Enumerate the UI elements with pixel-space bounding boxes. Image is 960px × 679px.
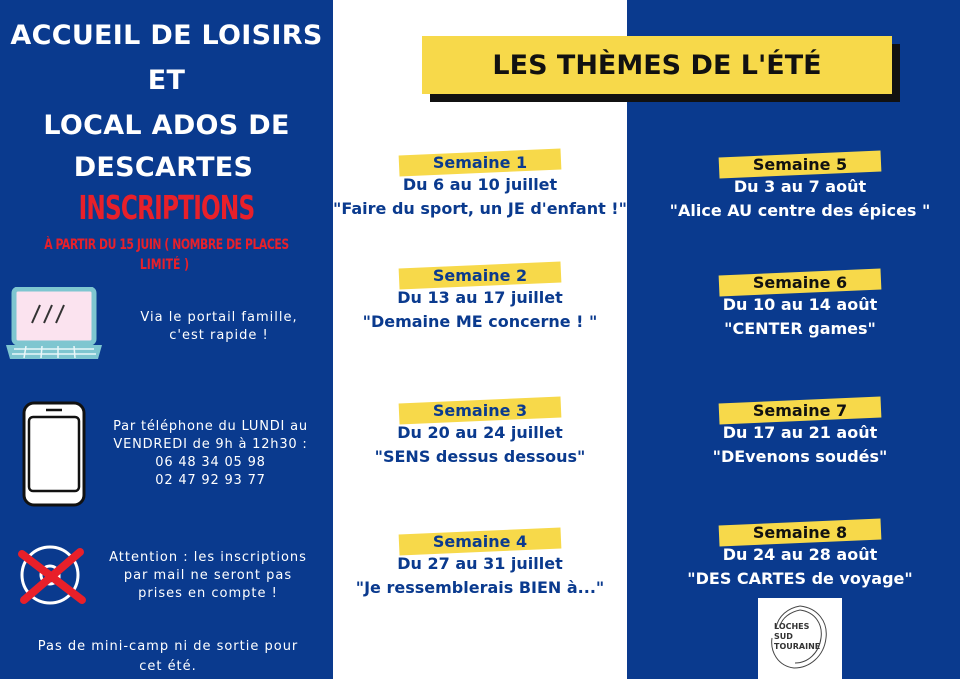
loches-sud-touraine-logo	[758, 598, 842, 679]
week-dates: Du 27 au 31 juillet	[397, 554, 563, 573]
week-theme: "Faire du sport, un JE d'enfant !"	[333, 199, 627, 218]
week-block	[330, 265, 630, 334]
week-label	[399, 265, 561, 286]
week-dates: Du 17 au 21 août	[722, 423, 878, 442]
smartphone-icon	[22, 401, 86, 507]
week-dates: Du 24 au 28 août	[722, 545, 878, 564]
week-dates: Du 10 au 14 août	[722, 295, 878, 314]
week-label-text: Semaine 5	[752, 155, 848, 174]
title-line-3: LOCAL ADOS DE	[43, 110, 290, 141]
week-theme: "DEvenons soudés"	[712, 447, 888, 466]
week-label-text: Semaine 4	[432, 532, 528, 551]
week-label-text: Semaine 1	[432, 153, 528, 172]
week-dates: Du 6 au 10 juillet	[402, 175, 558, 194]
week-block	[650, 272, 950, 341]
phone-line: Par téléphone du LUNDI au	[113, 419, 308, 434]
week-dates: Du 13 au 17 juillet	[397, 288, 563, 307]
title-line-2: ET	[147, 65, 186, 96]
week-label	[399, 400, 561, 421]
week-dates: Du 3 au 7 août	[733, 177, 867, 196]
week-theme: "DES CARTES de voyage"	[687, 569, 913, 588]
week-label-text: Semaine 7	[752, 401, 848, 420]
week-label	[719, 272, 881, 293]
week-dates: Du 20 au 24 juillet	[397, 423, 563, 442]
logo-text-line: SUD	[774, 632, 793, 641]
phone-number: 02 47 92 93 77	[155, 473, 266, 488]
week-label	[719, 522, 881, 543]
logo-text	[774, 622, 820, 652]
week-label-text: Semaine 8	[752, 523, 848, 542]
portal-line: c'est rapide !	[169, 328, 269, 343]
week-label-text: Semaine 3	[432, 401, 528, 420]
phone-line: VENDREDI de 9h à 12h30 :	[113, 437, 308, 452]
footer-line: cet été.	[139, 659, 197, 674]
logo-text-line: LOCHES	[774, 622, 810, 631]
week-block	[330, 400, 630, 469]
banner-title: LES THÈMES DE L'ÉTÉ	[422, 36, 892, 94]
week-theme: "Je ressemblerais BIEN à..."	[355, 578, 605, 597]
week-label-text: Semaine 2	[432, 266, 528, 285]
left-panel	[0, 0, 333, 679]
week-label	[399, 531, 561, 552]
mail-line: par mail ne seront pas	[123, 568, 293, 583]
week-theme: "SENS dessus dessous"	[374, 447, 586, 466]
week-label	[719, 400, 881, 421]
title-line-4: DESCARTES	[73, 152, 254, 183]
inscriptions-sub-1: À PARTIR DU 15 JUIN ( NOMBRE DE PLACES	[44, 237, 289, 253]
week-theme: "Alice AU centre des épices "	[669, 201, 931, 220]
mail-line: Attention : les inscriptions	[109, 550, 307, 565]
footer-text	[18, 637, 318, 677]
inscriptions-sub-2: LIMITÉ )	[139, 257, 190, 273]
week-label	[719, 154, 881, 175]
portal-text	[124, 309, 314, 345]
phone-number: 06 48 34 05 98	[155, 455, 266, 470]
mail-line: prises en compte !	[138, 586, 278, 601]
week-block	[650, 400, 950, 469]
week-block	[330, 531, 630, 600]
week-label	[399, 152, 561, 173]
logo-text-line: TOURAINE	[774, 642, 821, 651]
phone-text	[98, 418, 323, 490]
laptop-icon	[2, 287, 106, 363]
week-label-text: Semaine 6	[752, 273, 848, 292]
week-theme: "CENTER games"	[724, 319, 876, 338]
footer-line: Pas de mini-camp ni de sortie pour	[37, 639, 299, 654]
week-block	[650, 522, 950, 591]
title-line-1: ACCUEIL DE LOISIRS	[10, 20, 323, 51]
week-theme: "Demaine ME concerne ! "	[362, 312, 598, 331]
portal-line: Via le portail famille,	[140, 310, 298, 325]
no-mail-icon	[14, 542, 88, 608]
summer-themes-banner	[422, 36, 892, 94]
inscriptions-heading: INSCRIPTIONS	[78, 188, 255, 227]
mail-warning-text	[100, 549, 316, 603]
week-block	[650, 154, 950, 223]
week-block	[330, 152, 630, 221]
